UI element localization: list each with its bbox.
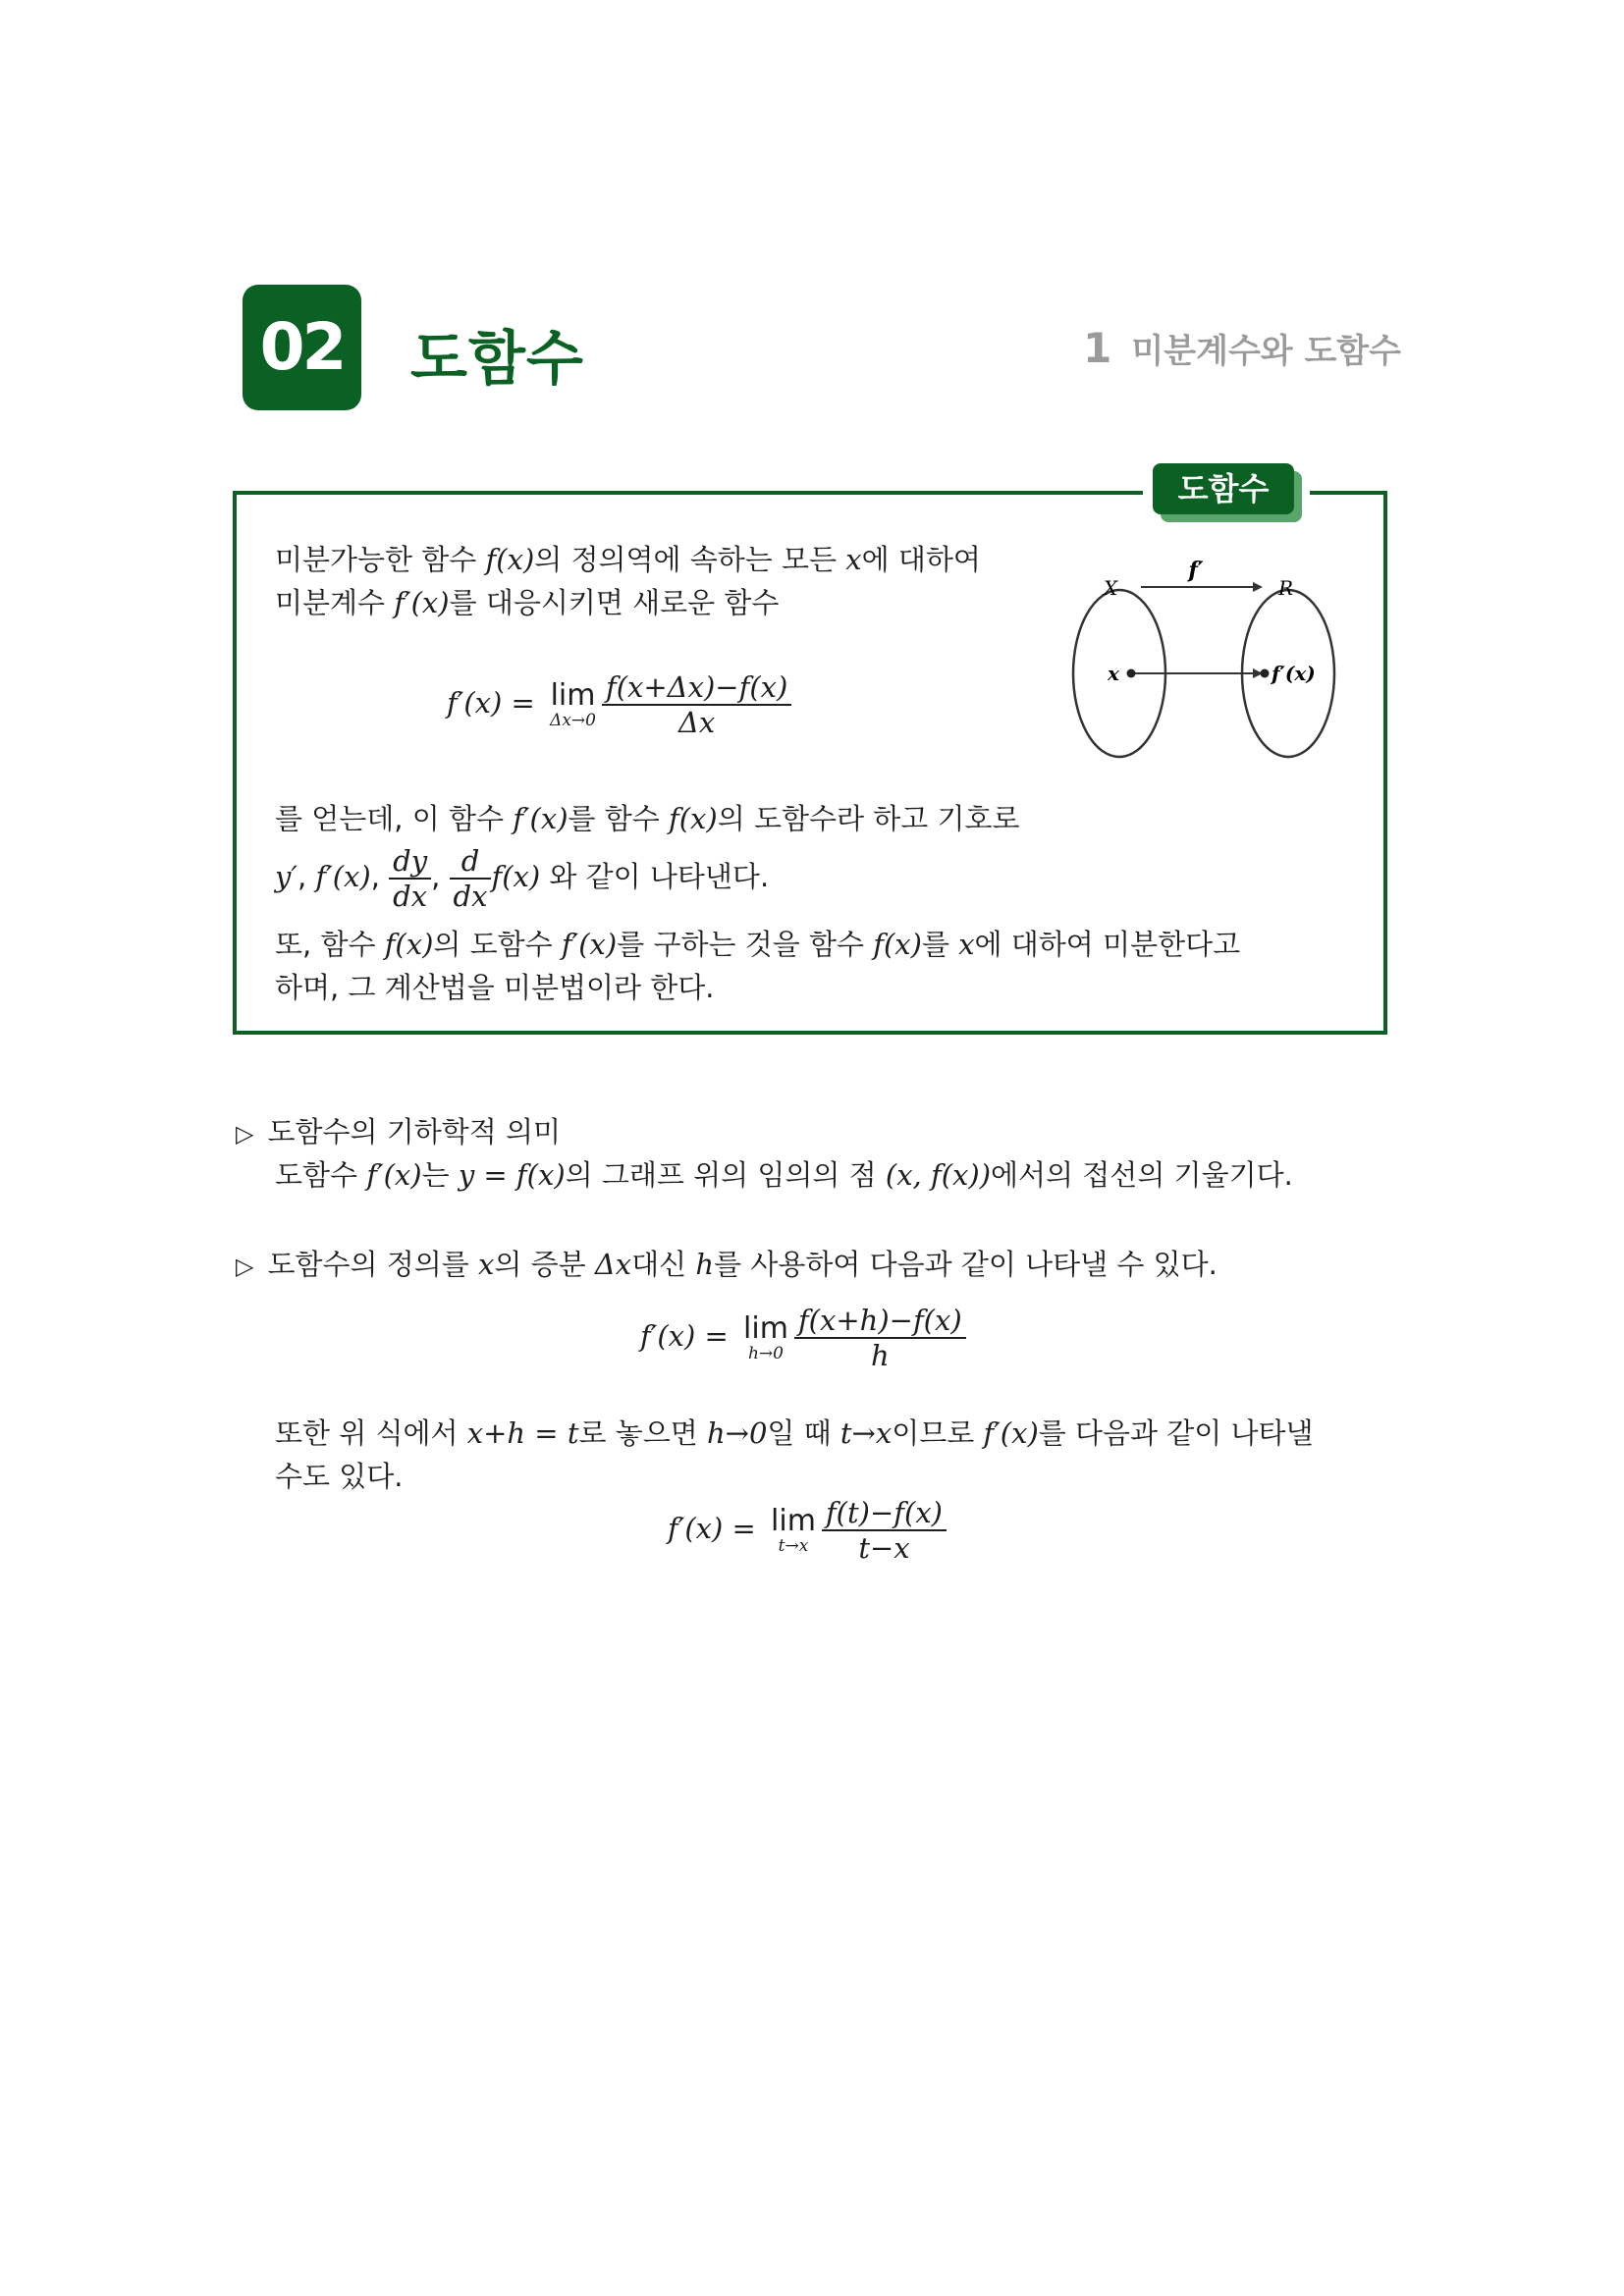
diagram-label-X: X	[1104, 576, 1118, 600]
section-reference	[1083, 324, 1401, 372]
chapter-number-badge: 02	[243, 285, 361, 410]
notation-line: y′, f′(x), $\frac{dy}{dx}$ , $\frac{d}{dx}$ f(x) 와 같이 나타낸다.	[275, 844, 770, 913]
h-formula: f′(x) = lim h→0 $\frac{f(x+h)-f(x)}{h}$	[640, 1304, 966, 1372]
diagram-label-f: f′	[1188, 558, 1204, 583]
note-geo-body: 도함수 f′(x)는 y = f(x)의 그래프 위의 임의의 점 (x, f(x))에서의 접선의 기울기다.	[275, 1158, 1293, 1192]
diagram-label-fx: f′(x)	[1272, 662, 1316, 685]
definition-label	[1153, 463, 1304, 522]
also-line-2: 하며, 그 계산법을 미분법이라 한다.	[275, 971, 715, 1004]
mapping-diagram	[1060, 558, 1345, 764]
math-x: x	[845, 543, 862, 576]
note-h-line: ▷ 도함수의 정의를 x의 증분 Δx대신 h를 사용하여 다음과 같이 나타낼 수 있다.	[236, 1248, 1218, 1281]
section-title: 미분계수와 도함수	[1131, 332, 1401, 371]
math-fx: f(x)	[485, 543, 535, 576]
also-line-1: 또, 함수 f(x)의 도함수 f′(x)를 구하는 것을 함수 f(x)를 x에 대하여 미분한다고	[275, 928, 1241, 961]
note-t-line-2: 수도 있다.	[275, 1460, 404, 1493]
point-fx	[1261, 669, 1270, 678]
diagram-label-R: R	[1278, 576, 1294, 600]
definition-label-text: 도함수	[1153, 463, 1294, 514]
diagram-label-x: x	[1108, 662, 1119, 685]
bullet-icon: ▷	[236, 1253, 254, 1280]
note-t-line-1: 또한 위 식에서 x+h = t로 놓으면 h→0일 때 t→x이므로 f′(x)를 다음과 같이 나타낼	[275, 1416, 1314, 1450]
section-number: 1	[1083, 324, 1112, 372]
point-x	[1127, 669, 1136, 678]
math-fpx: f′(x)	[394, 586, 450, 619]
intro-line-1: 미분가능한 함수 f(x)의 정의역에 속하는 모든 x에 대하여	[275, 543, 981, 576]
note-geo-title: ▷ 도함수의 기하학적 의미	[236, 1115, 562, 1148]
chapter-title: 도함수	[410, 325, 584, 394]
bullet-icon: ▷	[236, 1120, 254, 1148]
t-formula: f′(x) = lim t→x $\frac{f(t)-f(x)}{t-x}$	[668, 1496, 947, 1565]
intro-line-2: 미분계수 f′(x)를 대응시키면 새로운 함수	[275, 586, 780, 619]
result-line: 를 얻는데, 이 함수 f′(x)를 함수 f(x)의 도함수라 하고 기호로	[275, 802, 1020, 835]
definition-formula: f′(x) = lim Δx→0 $\frac{f(x+\Delta x)-f(x)}{\Delta x}$	[447, 670, 791, 739]
